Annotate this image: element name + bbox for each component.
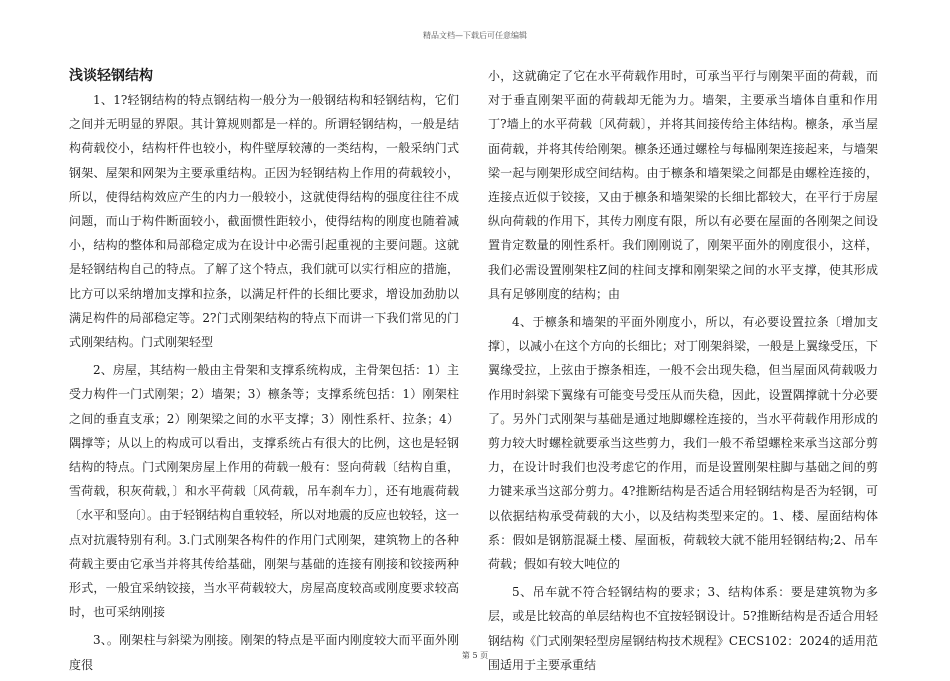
paragraph: 1、1?轻钢结构的特点钢结构一般分为一般钢结构和轻钢结构，它们之间并无明显的界限。其计算规则都是一样的。所谓轻钢结构，一般是结构荷载佼小，结构杆件也较小，构件壁厚较薄的一类结构，一般采纳门式钢架、屋架和网架为主要承重结构。正因为轻钢结构上作用的荷载较小，所以，使得结构效应产生的内力一般较小，这就使得结构的强度往往不成问题，而山于构件断面较小，截面惯性距较小，使得结构的刚度也随着减小，结构的整体和局部稳定成为在设计中必需引起重视的主要问题。这就是轻钢结构自己的特点。了解了这个特点，我们就可以实行相应的措施，比方可以采纳增加支撑和拉条，以满足杆件的长细比要求，增设加劲肋以满足构件的局部稳定等。2?门式刚架结构的特点下而讲一下我们常见的门式刚架结构。门式刚架轻型 xyxy=(69,93,459,350)
paragraph: 4、于檩条和墙架的平面外刚度小，所以，有必要设置拉条〔增加支撑〕，以减小在这个方向的长细比；对丁刚架斜梁，一般是上翼缘受压，下翼缘受拉，上弦由于擦条相连，一般不会出现失稳，但当屋面风荷载吸力作用时斜梁下翼缘有可能变号受压从而失稳，因此，设置隅撑就十分必要了。另外门式刚架与基础是通过地脚螺栓连接的，当水平荷载作用形成的剪力较大时螺栓就要承当这些剪力，我们一般不希望螺栓来承当这部分剪力，在设计时我们也没考虑它的作用，而是设置刚架柱脚与基础之间的剪力键来承当这部分剪力。4?推断结构是否适合用轻钢结构是否为轻钢，可以依据结构承受荷载的大小，以及结构类型来定的。1、楼、屋面结构体系：假如是钢筋混凝土楼、屋面板，荷载较大就不能用轻钢结构;2、吊车荷载；假如有较大吨位的 xyxy=(488,315,879,572)
page-number: 第 5 页 xyxy=(461,651,489,660)
paragraph: 2、房屋，其结构一般由主骨架和支撑系统构成，主骨架包括：1）主受力构件一门式刚架；2）墙架；3）檩条等；支撑系统包括：1）刚架柱之间的垂直支承；2）刚架梁之间的水平支撑；3）刚性系杆、拉条；4）隅撑等；从以上的构成可以看出，支撑系统占有很大的比例，这也是轻钢结构的特点。门式刚架房屋上作用的荷载一般有：竖向荷载〔结构自重，雪荷载，积灰荷载，〕和水平荷载〔风荷载，吊车刹车力〕，还有地震荷载〔水平和竖向〕。由于轻钢结构自重较轻，所以对地震的反应也较轻，这一点对抗震特别有利。3.门式刚架各构件的作用门式刚架，建筑物上的各种荷载主要由它承当并将其传给基础，刚架与基础的连接有刚接和铰接两种形式，一般宜采纳铰接，当水平荷载较大，房屋高度较高或刚度要求较高时，也可采纳刚接 xyxy=(69,363,460,620)
paragraph: 3、。刚架柱与斜梁为刚接。刚架的特点是平面内刚度较大而平面外刚度很 xyxy=(69,633,459,672)
article-title: 浅谈轻钢结构 xyxy=(69,68,153,84)
right-column xyxy=(488,64,878,681)
page-header-note: 精品文档—下载后可任意编辑 xyxy=(423,31,527,40)
paragraph: 小，这就确定了它在水平荷载作用时，可承当平行与刚架平面的荷载，而对于垂直刚架平面的荷载却无能为力。墙架，主要承当墙体自重和作用丁?墙上的水平荷载〔风荷载〕，并将其间接传给主体结构。檩条，承当屋面荷载，并将其传给刚架。檩条还通过螺栓与每榀刚架连接起来，与墙架梁一起与刚架形成空间结构。由于檩条和墙架梁之间都是由螺栓连接的，连接点近似于铰接，又由于檩条和墙架梁的长细比都较大，在平行于房屋纵向荷载的作用下，其传力刚度有限，所以有必要在屋面的各刚架之间设置肯定数量的刚性系杆。我们刚刚说了，刚架平面外的刚度很小，这样，我们必需设置刚架柱Z间的柱间支撑和刚架梁之间的水平支撑，使其形成具有足够刚度的结构；由 xyxy=(488,69,878,301)
paragraph: 5、吊车就不符合轻钢结构的要求；3、结构体系：要是建筑物为多层，或是比较高的单层结构也不宜按轻钢设计。5?推断结构是否适合用轻钢结构《门式刚架轻型房屋钢结构技术规程》CECS102：2024的适用范围适用于主要承重结 xyxy=(488,585,878,672)
left-column xyxy=(69,64,459,681)
